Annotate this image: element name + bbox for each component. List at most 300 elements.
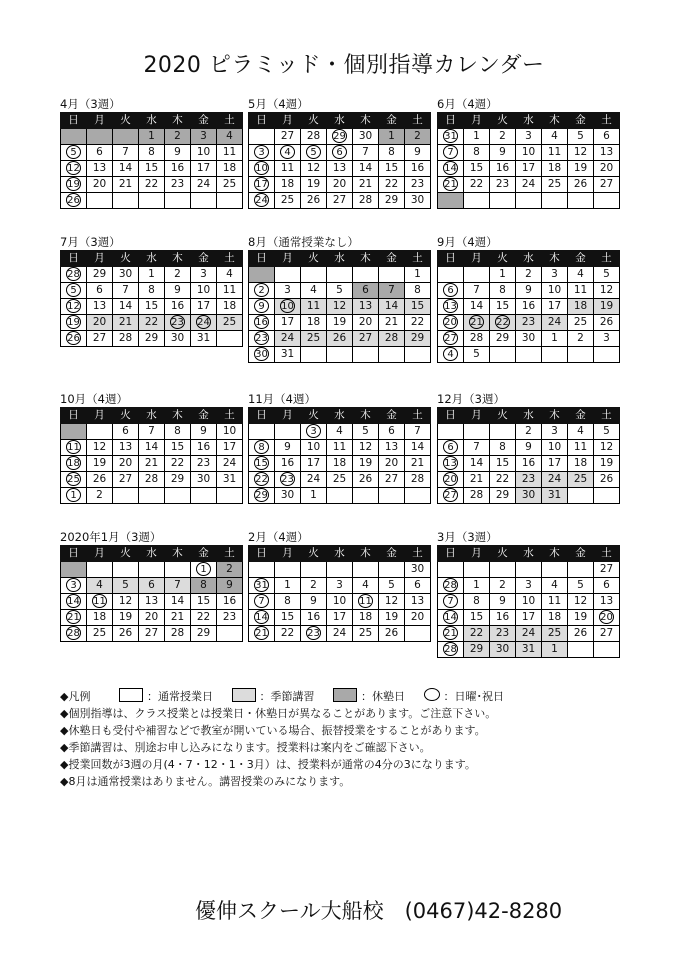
holiday-circle: 1 bbox=[196, 562, 211, 576]
day-cell bbox=[249, 456, 275, 472]
day-cell: 28 bbox=[379, 331, 405, 347]
weekday-header: 日 bbox=[438, 546, 464, 562]
day-cell: 15 bbox=[405, 299, 431, 315]
weekday-header: 水 bbox=[516, 113, 542, 129]
weekday-header: 日 bbox=[61, 251, 87, 267]
day-cell: 22 bbox=[139, 177, 165, 193]
month-label: 2月（4週） bbox=[248, 530, 309, 544]
holiday-circle: 5 bbox=[306, 145, 321, 159]
weekday-header: 土 bbox=[594, 113, 620, 129]
weekday-header: 火 bbox=[301, 546, 327, 562]
weekday-header: 水 bbox=[139, 546, 165, 562]
holiday-circle: 13 bbox=[444, 301, 457, 312]
day-cell bbox=[594, 488, 620, 504]
holiday-circle: 7 bbox=[254, 594, 269, 608]
day-cell bbox=[490, 562, 516, 578]
day-cell: 18 bbox=[568, 456, 594, 472]
day-cell: 30 bbox=[353, 129, 379, 145]
day-cell: 8 bbox=[464, 594, 490, 610]
day-cell: 3 bbox=[594, 331, 620, 347]
calendar-grid bbox=[60, 545, 243, 642]
weekday-header: 水 bbox=[327, 408, 353, 424]
day-cell bbox=[568, 193, 594, 209]
weekday-header: 土 bbox=[217, 113, 243, 129]
day-cell: 12 bbox=[568, 594, 594, 610]
day-cell bbox=[327, 267, 353, 283]
day-cell bbox=[301, 347, 327, 363]
weekday-header: 月 bbox=[87, 113, 113, 129]
day-cell: 5 bbox=[594, 424, 620, 440]
day-cell: 19 bbox=[113, 610, 139, 626]
weekday-header: 金 bbox=[191, 113, 217, 129]
day-cell: 30 bbox=[516, 331, 542, 347]
day-cell bbox=[61, 578, 87, 594]
day-cell: 10 bbox=[327, 594, 353, 610]
day-cell: 15 bbox=[464, 610, 490, 626]
weekday-header: 月 bbox=[464, 251, 490, 267]
day-cell: 6 bbox=[405, 578, 431, 594]
day-cell: 13 bbox=[113, 440, 139, 456]
weekday-header: 木 bbox=[353, 113, 379, 129]
calendar-grid bbox=[248, 112, 431, 209]
day-cell: 14 bbox=[464, 456, 490, 472]
holiday-circle: 9 bbox=[254, 299, 269, 313]
holiday-circle: 20 bbox=[444, 317, 457, 328]
day-cell: 1 bbox=[139, 129, 165, 145]
month-label: 3月（3週） bbox=[437, 530, 498, 544]
day-cell: 22 bbox=[464, 626, 490, 642]
day-cell: 3 bbox=[191, 129, 217, 145]
day-cell bbox=[61, 315, 87, 331]
day-cell: 29 bbox=[490, 488, 516, 504]
holiday-circle: 12 bbox=[67, 301, 80, 312]
holiday-circle: 8 bbox=[254, 440, 269, 454]
day-cell: 17 bbox=[327, 610, 353, 626]
day-cell: 20 bbox=[87, 177, 113, 193]
day-cell: 13 bbox=[379, 440, 405, 456]
day-cell: 4 bbox=[87, 578, 113, 594]
calendar-grid bbox=[60, 250, 243, 347]
day-cell bbox=[275, 562, 301, 578]
day-cell bbox=[438, 424, 464, 440]
day-cell: 12 bbox=[327, 299, 353, 315]
day-cell: 12 bbox=[353, 440, 379, 456]
month-september bbox=[437, 235, 615, 363]
day-cell: 11 bbox=[217, 145, 243, 161]
day-cell: 18 bbox=[568, 299, 594, 315]
month-label: 4月（3週） bbox=[60, 97, 121, 111]
day-cell: 5 bbox=[594, 267, 620, 283]
day-cell bbox=[87, 193, 113, 209]
holiday-circle: 29 bbox=[255, 490, 268, 501]
weekday-header: 日 bbox=[438, 251, 464, 267]
day-cell: 14 bbox=[353, 161, 379, 177]
day-cell: 19 bbox=[87, 456, 113, 472]
day-cell: 24 bbox=[327, 626, 353, 642]
day-cell bbox=[61, 331, 87, 347]
day-cell: 7 bbox=[139, 424, 165, 440]
day-cell bbox=[405, 347, 431, 363]
day-cell: 30 bbox=[405, 562, 431, 578]
day-cell: 17 bbox=[301, 456, 327, 472]
holiday-circle: 28 bbox=[67, 269, 80, 280]
day-cell bbox=[490, 424, 516, 440]
weekday-header: 水 bbox=[139, 408, 165, 424]
day-cell bbox=[113, 488, 139, 504]
day-cell: 28 bbox=[353, 193, 379, 209]
day-cell: 17 bbox=[542, 299, 568, 315]
day-cell: 14 bbox=[139, 440, 165, 456]
day-cell: 6 bbox=[87, 145, 113, 161]
day-cell: 11 bbox=[301, 299, 327, 315]
day-cell bbox=[405, 488, 431, 504]
day-cell: 26 bbox=[113, 626, 139, 642]
day-cell: 30 bbox=[275, 488, 301, 504]
day-cell: 11 bbox=[542, 145, 568, 161]
day-cell: 25 bbox=[568, 472, 594, 488]
day-cell: 8 bbox=[405, 283, 431, 299]
weekday-header: 月 bbox=[87, 546, 113, 562]
day-cell: 10 bbox=[191, 145, 217, 161]
day-cell: 21 bbox=[379, 315, 405, 331]
day-cell: 11 bbox=[327, 440, 353, 456]
day-cell: 7 bbox=[464, 283, 490, 299]
day-cell bbox=[353, 594, 379, 610]
month-label: 8月（通常授業なし） bbox=[248, 235, 359, 249]
day-cell: 24 bbox=[275, 331, 301, 347]
weekday-header: 月 bbox=[275, 251, 301, 267]
day-cell bbox=[249, 283, 275, 299]
weekday-header: 火 bbox=[113, 113, 139, 129]
holiday-circle: 7 bbox=[443, 145, 458, 159]
day-cell bbox=[249, 562, 275, 578]
weekday-header: 木 bbox=[353, 546, 379, 562]
day-cell: 3 bbox=[191, 267, 217, 283]
day-cell: 15 bbox=[275, 610, 301, 626]
day-cell: 5 bbox=[379, 578, 405, 594]
day-cell: 13 bbox=[327, 161, 353, 177]
day-cell bbox=[249, 193, 275, 209]
day-cell: 27 bbox=[594, 626, 620, 642]
day-cell: 3 bbox=[542, 424, 568, 440]
day-cell bbox=[87, 129, 113, 145]
day-cell: 26 bbox=[353, 472, 379, 488]
day-cell bbox=[594, 642, 620, 658]
day-cell: 23 bbox=[217, 610, 243, 626]
day-cell: 6 bbox=[379, 424, 405, 440]
weekday-header: 火 bbox=[490, 546, 516, 562]
month-february bbox=[248, 530, 426, 642]
holiday-circle: 14 bbox=[444, 612, 457, 623]
day-cell: 30 bbox=[405, 193, 431, 209]
day-cell: 5 bbox=[568, 129, 594, 145]
day-cell: 19 bbox=[379, 610, 405, 626]
day-cell: 31 bbox=[516, 642, 542, 658]
day-cell: 8 bbox=[139, 145, 165, 161]
day-cell bbox=[327, 488, 353, 504]
weekday-header: 木 bbox=[165, 251, 191, 267]
day-cell bbox=[353, 347, 379, 363]
day-cell: 26 bbox=[327, 331, 353, 347]
day-cell bbox=[438, 315, 464, 331]
weekday-header: 月 bbox=[275, 113, 301, 129]
day-cell bbox=[165, 193, 191, 209]
day-cell bbox=[438, 299, 464, 315]
calendar-grid bbox=[248, 250, 431, 363]
day-cell: 7 bbox=[405, 424, 431, 440]
weekday-header: 土 bbox=[594, 546, 620, 562]
day-cell: 16 bbox=[405, 161, 431, 177]
day-cell bbox=[490, 347, 516, 363]
day-cell: 31 bbox=[275, 347, 301, 363]
normal-day-swatch bbox=[119, 688, 143, 702]
day-cell: 22 bbox=[165, 456, 191, 472]
weekday-header: 火 bbox=[301, 251, 327, 267]
weekday-header: 月 bbox=[464, 113, 490, 129]
day-cell: 12 bbox=[113, 594, 139, 610]
day-cell: 25 bbox=[542, 626, 568, 642]
day-cell: 19 bbox=[594, 456, 620, 472]
day-cell bbox=[249, 594, 275, 610]
holiday-circle: 21 bbox=[470, 317, 483, 328]
day-cell: 9 bbox=[275, 440, 301, 456]
day-cell: 3 bbox=[516, 578, 542, 594]
day-cell: 11 bbox=[275, 161, 301, 177]
day-cell: 31 bbox=[542, 488, 568, 504]
weekday-header: 火 bbox=[301, 113, 327, 129]
day-cell: 2 bbox=[217, 562, 243, 578]
day-cell: 9 bbox=[191, 424, 217, 440]
holiday-circle: 3 bbox=[66, 578, 81, 592]
day-cell: 23 bbox=[490, 177, 516, 193]
month-march bbox=[437, 530, 615, 658]
holiday-circle: 12 bbox=[67, 163, 80, 174]
day-cell: 3 bbox=[516, 129, 542, 145]
day-cell: 15 bbox=[379, 161, 405, 177]
day-cell: 9 bbox=[165, 145, 191, 161]
month-january bbox=[60, 530, 238, 642]
day-cell: 10 bbox=[217, 424, 243, 440]
day-cell: 6 bbox=[353, 283, 379, 299]
day-cell bbox=[301, 562, 327, 578]
calendar-grid bbox=[248, 545, 431, 642]
day-cell bbox=[438, 626, 464, 642]
day-cell: 28 bbox=[139, 472, 165, 488]
weekday-header: 月 bbox=[464, 546, 490, 562]
day-cell: 2 bbox=[490, 129, 516, 145]
note: ◆休塾日も受付や補習などで教室が開いている場合、振替授業をすることがあります。 bbox=[60, 724, 486, 737]
day-cell: 29 bbox=[379, 193, 405, 209]
holiday-circle: 22 bbox=[255, 474, 268, 485]
calendar-grid bbox=[248, 407, 431, 504]
holiday-circle: 6 bbox=[443, 283, 458, 297]
day-cell: 16 bbox=[165, 299, 191, 315]
day-cell: 14 bbox=[113, 161, 139, 177]
day-cell: 26 bbox=[301, 193, 327, 209]
day-cell bbox=[61, 299, 87, 315]
weekday-header: 水 bbox=[327, 251, 353, 267]
weekday-header: 木 bbox=[353, 408, 379, 424]
day-cell: 16 bbox=[191, 440, 217, 456]
day-cell: 21 bbox=[139, 456, 165, 472]
day-cell bbox=[438, 610, 464, 626]
day-cell bbox=[139, 193, 165, 209]
holiday-circle: 28 bbox=[444, 644, 457, 655]
day-cell bbox=[438, 562, 464, 578]
holiday-circle: 19 bbox=[67, 317, 80, 328]
day-cell bbox=[379, 267, 405, 283]
weekday-header: 土 bbox=[217, 546, 243, 562]
day-cell: 9 bbox=[217, 578, 243, 594]
day-cell: 23 bbox=[490, 626, 516, 642]
day-cell: 1 bbox=[464, 129, 490, 145]
day-cell bbox=[113, 129, 139, 145]
weekday-header: 火 bbox=[113, 408, 139, 424]
day-cell bbox=[191, 562, 217, 578]
day-cell: 29 bbox=[87, 267, 113, 283]
day-cell: 25 bbox=[301, 331, 327, 347]
day-cell bbox=[438, 472, 464, 488]
day-cell: 18 bbox=[275, 177, 301, 193]
day-cell: 16 bbox=[217, 594, 243, 610]
weekday-header: 日 bbox=[61, 113, 87, 129]
day-cell bbox=[217, 488, 243, 504]
day-cell: 2 bbox=[405, 129, 431, 145]
weekday-header: 日 bbox=[249, 546, 275, 562]
day-cell: 20 bbox=[594, 161, 620, 177]
day-cell: 24 bbox=[301, 472, 327, 488]
day-cell: 29 bbox=[165, 472, 191, 488]
day-cell: 4 bbox=[217, 267, 243, 283]
day-cell bbox=[61, 440, 87, 456]
day-cell: 10 bbox=[191, 283, 217, 299]
weekday-header: 土 bbox=[217, 251, 243, 267]
weekday-header: 金 bbox=[568, 251, 594, 267]
day-cell: 4 bbox=[301, 283, 327, 299]
day-cell: 26 bbox=[568, 177, 594, 193]
weekday-header: 水 bbox=[327, 546, 353, 562]
day-cell: 27 bbox=[353, 331, 379, 347]
holiday-circle: 1 bbox=[66, 488, 81, 502]
day-cell: 14 bbox=[405, 440, 431, 456]
day-cell: 25 bbox=[327, 472, 353, 488]
day-cell bbox=[594, 193, 620, 209]
day-cell bbox=[327, 347, 353, 363]
day-cell: 18 bbox=[542, 610, 568, 626]
day-cell: 22 bbox=[490, 472, 516, 488]
day-cell: 29 bbox=[191, 626, 217, 642]
weekday-header: 火 bbox=[113, 251, 139, 267]
holiday-circle: 20 bbox=[444, 474, 457, 485]
day-cell: 11 bbox=[217, 283, 243, 299]
day-cell: 1 bbox=[542, 331, 568, 347]
day-cell: 2 bbox=[87, 488, 113, 504]
calendar-grid bbox=[437, 407, 620, 504]
day-cell: 13 bbox=[594, 594, 620, 610]
day-cell: 15 bbox=[490, 456, 516, 472]
weekday-header: 木 bbox=[165, 546, 191, 562]
month-december bbox=[437, 392, 615, 504]
day-cell: 26 bbox=[594, 315, 620, 331]
legend-closed: ：休塾日 bbox=[360, 690, 405, 703]
day-cell bbox=[516, 562, 542, 578]
day-cell: 4 bbox=[353, 578, 379, 594]
calendar-grid bbox=[60, 407, 243, 504]
day-cell: 5 bbox=[568, 578, 594, 594]
day-cell bbox=[113, 193, 139, 209]
day-cell bbox=[438, 440, 464, 456]
day-cell bbox=[327, 145, 353, 161]
day-cell: 9 bbox=[165, 283, 191, 299]
holiday-circle: 4 bbox=[443, 347, 458, 361]
day-cell: 9 bbox=[516, 283, 542, 299]
day-cell: 20 bbox=[87, 315, 113, 331]
month-may bbox=[248, 97, 426, 209]
day-cell bbox=[217, 193, 243, 209]
day-cell: 23 bbox=[516, 315, 542, 331]
holiday-circle: 6 bbox=[332, 145, 347, 159]
day-cell: 22 bbox=[275, 626, 301, 642]
calendar-grid bbox=[437, 250, 620, 363]
day-cell: 29 bbox=[405, 331, 431, 347]
day-cell: 2 bbox=[490, 578, 516, 594]
day-cell: 4 bbox=[327, 424, 353, 440]
day-cell: 15 bbox=[139, 161, 165, 177]
day-cell: 10 bbox=[516, 594, 542, 610]
month-june bbox=[437, 97, 615, 209]
day-cell bbox=[217, 626, 243, 642]
day-cell: 27 bbox=[87, 331, 113, 347]
day-cell bbox=[464, 267, 490, 283]
day-cell bbox=[249, 267, 275, 283]
page-title: 2020 ピラミッド・個別指導カレンダー bbox=[143, 53, 545, 78]
weekday-header: 月 bbox=[87, 408, 113, 424]
day-cell bbox=[191, 488, 217, 504]
day-cell: 1 bbox=[464, 578, 490, 594]
weekday-header: 火 bbox=[113, 546, 139, 562]
day-cell: 17 bbox=[516, 610, 542, 626]
day-cell: 8 bbox=[490, 440, 516, 456]
day-cell: 11 bbox=[568, 440, 594, 456]
day-cell: 6 bbox=[594, 129, 620, 145]
day-cell bbox=[61, 562, 87, 578]
month-label: 9月（4週） bbox=[437, 235, 498, 249]
holiday-circle: 10 bbox=[255, 163, 268, 174]
weekday-header: 月 bbox=[275, 546, 301, 562]
weekday-header: 土 bbox=[405, 113, 431, 129]
weekday-header: 金 bbox=[379, 546, 405, 562]
day-cell: 4 bbox=[568, 424, 594, 440]
day-cell bbox=[249, 578, 275, 594]
calendar-grid bbox=[60, 112, 243, 209]
day-cell: 22 bbox=[464, 177, 490, 193]
day-cell: 13 bbox=[139, 594, 165, 610]
holiday-circle: 3 bbox=[254, 145, 269, 159]
day-cell bbox=[87, 562, 113, 578]
day-cell: 9 bbox=[516, 440, 542, 456]
day-cell: 7 bbox=[113, 283, 139, 299]
weekday-header: 木 bbox=[542, 408, 568, 424]
weekday-header: 日 bbox=[249, 113, 275, 129]
day-cell bbox=[516, 347, 542, 363]
month-label: 7月（3週） bbox=[60, 235, 121, 249]
note: ◆授業回数が3週の月(4・7・12・1・3月）は、授業料が通常の4分の3になります。 bbox=[60, 758, 476, 771]
day-cell bbox=[191, 315, 217, 331]
day-cell: 6 bbox=[113, 424, 139, 440]
day-cell: 25 bbox=[217, 177, 243, 193]
calendar-grid bbox=[437, 112, 620, 209]
day-cell: 27 bbox=[594, 177, 620, 193]
